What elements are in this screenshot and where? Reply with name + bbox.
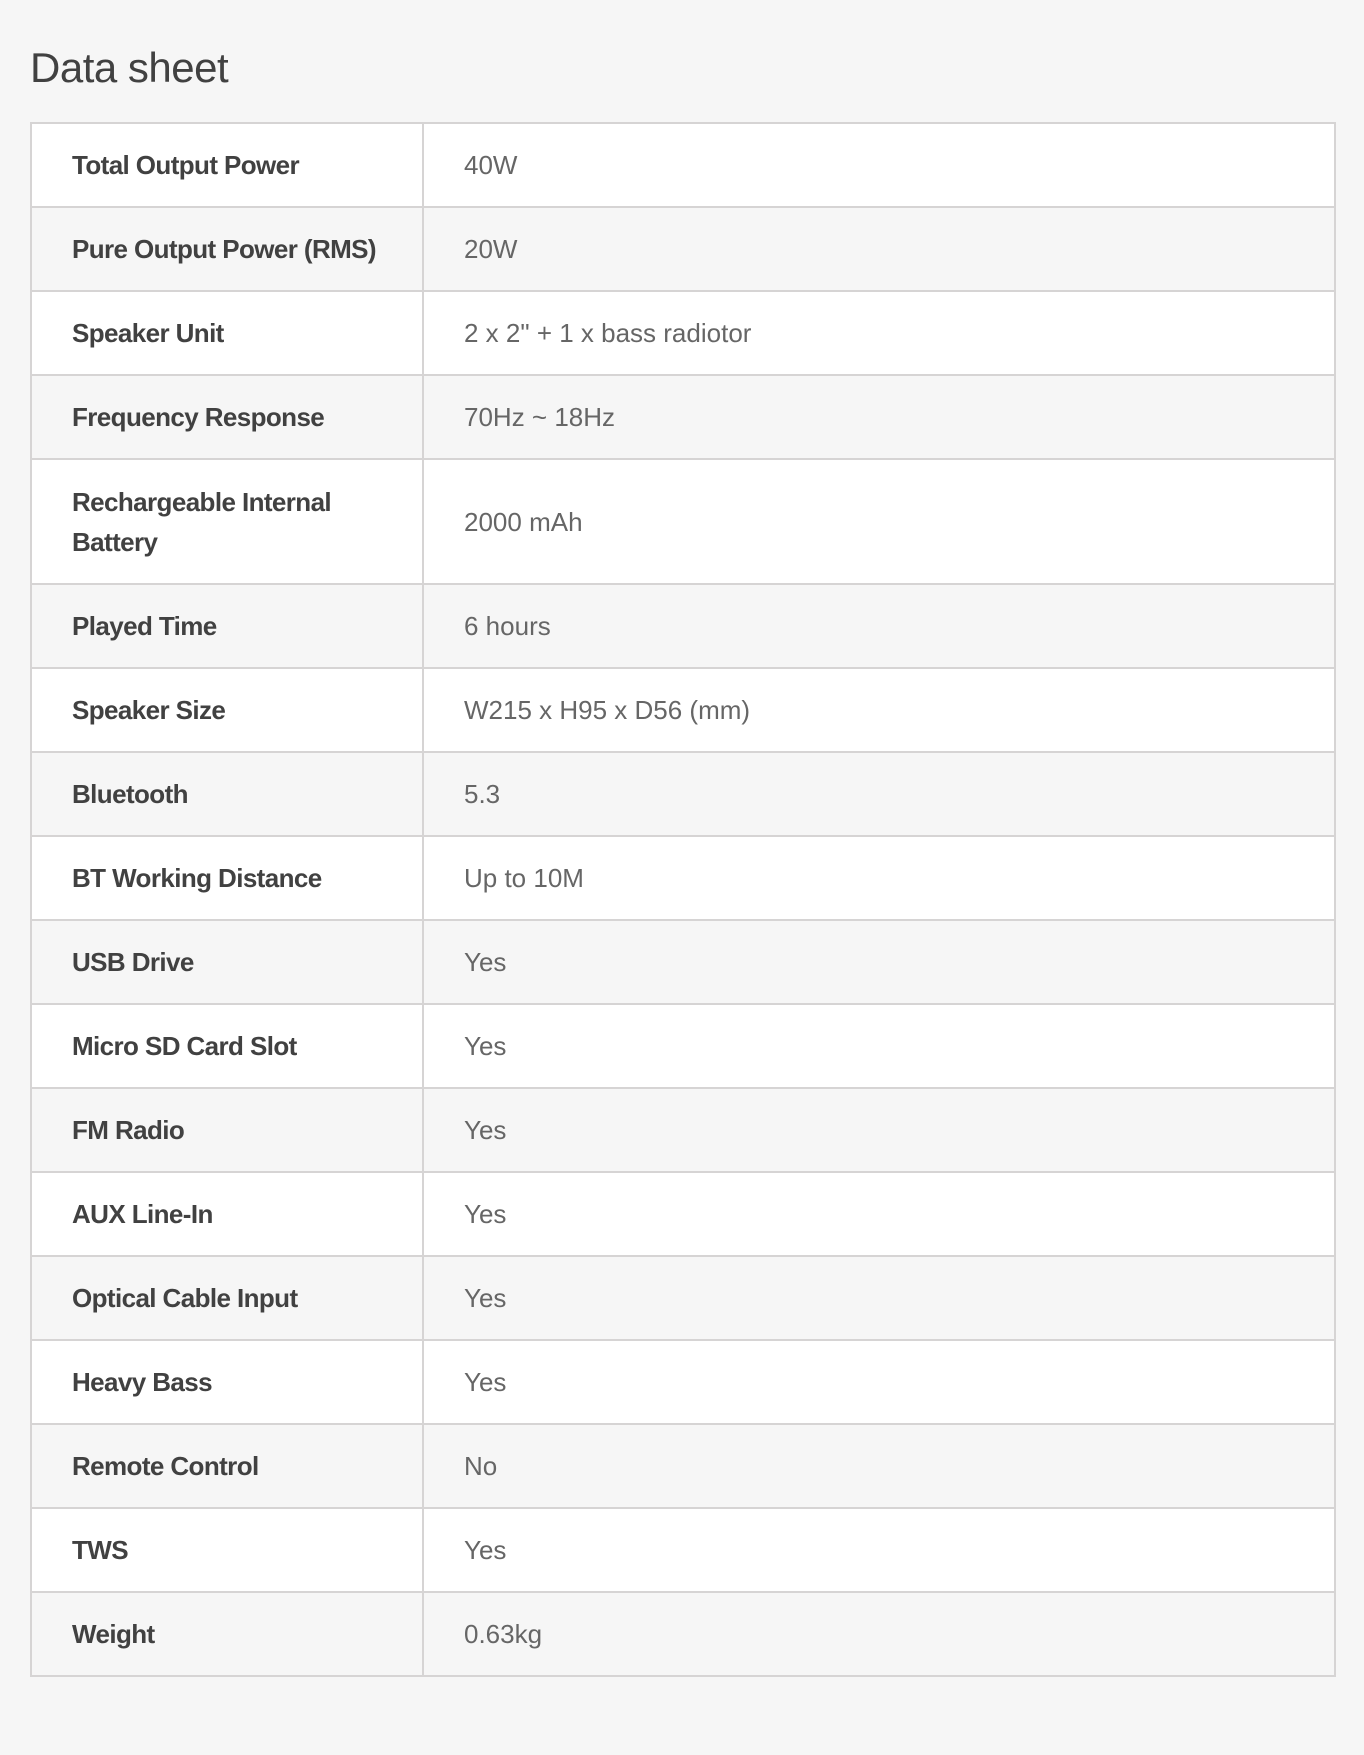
feature-name: Speaker Unit — [31, 291, 423, 375]
feature-name: Micro SD Card Slot — [31, 1004, 423, 1088]
feature-name: FM Radio — [31, 1088, 423, 1172]
table-row — [31, 291, 1335, 375]
table-row — [31, 1340, 1335, 1424]
feature-name: Total Output Power — [31, 123, 423, 207]
data-sheet-table — [30, 122, 1336, 1677]
feature-value: 0.63kg — [423, 1592, 1335, 1676]
feature-name: Pure Output Power (RMS) — [31, 207, 423, 291]
feature-name: AUX Line-In — [31, 1172, 423, 1256]
feature-value: No — [423, 1424, 1335, 1508]
table-row — [31, 1172, 1335, 1256]
table-row — [31, 1592, 1335, 1676]
table-row — [31, 123, 1335, 207]
table-row — [31, 459, 1335, 584]
feature-value: 70Hz ~ 18Hz — [423, 375, 1335, 459]
feature-name: Rechargeable Internal Battery — [31, 459, 423, 584]
feature-value: 6 hours — [423, 584, 1335, 668]
table-row — [31, 920, 1335, 1004]
feature-name: Weight — [31, 1592, 423, 1676]
table-row — [31, 1424, 1335, 1508]
feature-name: Optical Cable Input — [31, 1256, 423, 1340]
feature-value: 5.3 — [423, 752, 1335, 836]
table-row — [31, 1256, 1335, 1340]
feature-value: Yes — [423, 1508, 1335, 1592]
feature-value: 20W — [423, 207, 1335, 291]
feature-value: 2000 mAh — [423, 459, 1335, 584]
feature-value: 2 x 2" + 1 x bass radiotor — [423, 291, 1335, 375]
feature-value: Up to 10M — [423, 836, 1335, 920]
feature-name: Frequency Response — [31, 375, 423, 459]
feature-value: Yes — [423, 1088, 1335, 1172]
table-row — [31, 836, 1335, 920]
table-row — [31, 584, 1335, 668]
feature-name: Played Time — [31, 584, 423, 668]
feature-value: 40W — [423, 123, 1335, 207]
feature-name: Remote Control — [31, 1424, 423, 1508]
feature-value: Yes — [423, 1256, 1335, 1340]
table-row — [31, 752, 1335, 836]
feature-value: Yes — [423, 1340, 1335, 1424]
feature-name: Heavy Bass — [31, 1340, 423, 1424]
feature-value: Yes — [423, 1172, 1335, 1256]
feature-value: Yes — [423, 920, 1335, 1004]
table-row — [31, 1508, 1335, 1592]
section-title: Data sheet — [30, 44, 229, 91]
feature-name: USB Drive — [31, 920, 423, 1004]
feature-name: BT Working Distance — [31, 836, 423, 920]
feature-name: Speaker Size — [31, 668, 423, 752]
feature-name: Bluetooth — [31, 752, 423, 836]
feature-value: W215 x H95 x D56 (mm) — [423, 668, 1335, 752]
table-row — [31, 1088, 1335, 1172]
feature-name: TWS — [31, 1508, 423, 1592]
table-row — [31, 375, 1335, 459]
table-row — [31, 207, 1335, 291]
table-row — [31, 1004, 1335, 1088]
table-row — [31, 668, 1335, 752]
feature-value: Yes — [423, 1004, 1335, 1088]
